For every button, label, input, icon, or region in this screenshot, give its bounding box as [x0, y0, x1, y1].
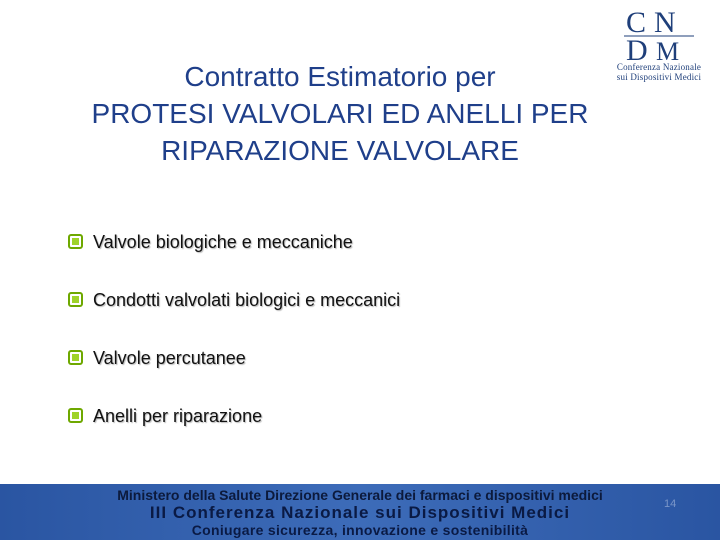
slide-title: [30, 58, 650, 169]
logo-line-2: sui Dispositivi Medici: [616, 72, 702, 82]
title-line-2: PROTESI VALVOLARI ED ANELLI PER: [91, 98, 589, 129]
checkbox-bullet-icon: [68, 292, 83, 307]
svg-text:N: N: [654, 6, 676, 39]
bullet-text: Valvole biologiche e meccaniche: [93, 232, 353, 252]
logo-line-1: Conferenza Nazionale: [616, 62, 702, 72]
footer-conference-line: III Conferenza Nazionale sui Dispositivi Medici: [149, 503, 571, 522]
bullet-list: [68, 228, 400, 460]
footer-banner: [0, 484, 720, 540]
bullet-item: [68, 344, 400, 373]
bullet-item: [68, 286, 400, 315]
page-number: 14: [664, 498, 677, 510]
title-line-3: RIPARAZIONE VALVOLARE: [161, 135, 519, 166]
footer-ministry-line: Ministero della Salute Direzione Generale dei farmaci e dispositivi medici: [117, 487, 603, 503]
bullet-text: Valvole percutanee: [93, 348, 246, 368]
svg-text:D: D: [626, 34, 648, 64]
bullet-text: Condotti valvolati biologici e meccanici: [93, 290, 401, 310]
bullet-item: [68, 228, 400, 257]
footer-tagline: Coniugare sicurezza, innovazione e sostenibilità: [191, 522, 529, 538]
checkbox-bullet-icon: [68, 234, 83, 249]
bullet-item: [68, 402, 400, 431]
checkbox-bullet-icon: [68, 350, 83, 365]
title-line-1: Contratto Estimatorio per: [184, 61, 496, 92]
svg-text:C: C: [626, 6, 647, 39]
cndm-logo-mark: [624, 6, 694, 64]
svg-text:M: M: [656, 37, 680, 64]
checkbox-bullet-icon: [68, 408, 83, 423]
bullet-text: Anelli per riparazione: [93, 406, 263, 426]
